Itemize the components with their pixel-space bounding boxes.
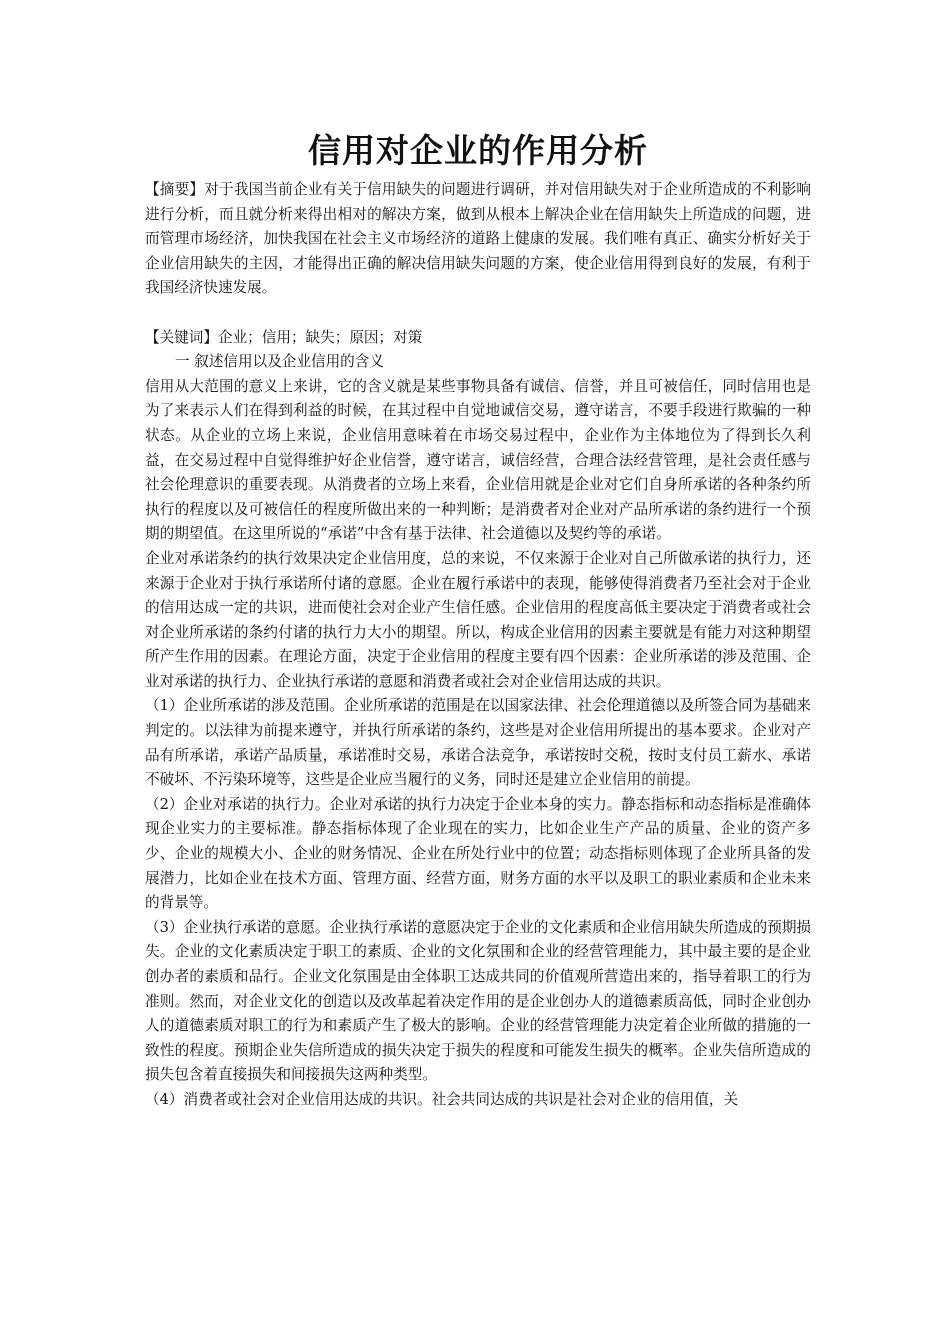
body-paragraph-4: （2）企业对承诺的执行力。企业对承诺的执行力决定于企业本身的实力。静态指标和动态指标是准确体现企业实力的主要标准。静态指标体现了企业现在的实力，比如企业生产产品的质量、企业的资产多少、企业的规模大小、企业的财务情况、企业在所处行业中的位置；动态指标则体现了企业所具备的发展潜力，比如企业在技术方面、管理方面、经营方面，财务方面的水平以及职工的职业素质和企业未来的背景等。 [145, 795, 812, 912]
abstract-text: 对于我国当前企业有关于信用缺失的问题进行调研，并对信用缺失对于企业所造成的不利影响进行分析，而且就分析来得出相对的解决方案，做到从根本上解决企业在信用缺失上所造成的问题，进而管理市场经济，加快我国在社会主义市场经济的道路上健康的发展。我们唯有真正、确实分析好关于企业信用缺失的主因，才能得出正确的解决信用缺失问题的方案，使企业信用得到良好的发展，有利于我国经济快速发展。 [145, 181, 811, 297]
document-page [145, 128, 811, 1113]
body-paragraph-1: 信用从大范围的意义上来讲，它的含义就是某些事物具备有诚信、信誉，并且可被信任，同时信用也是为了来表示人们在得到利益的时候，在其过程中自觉地诚信交易，遵守诺言，不要手段进行欺骗的一种状态。从企业的立场上来说，企业信用意味着在市场交易过程中，企业作为主体地位为了得到长久利益，在交易过程中自觉得维护好企业信誉，遵守诺言，诚信经营，合理合法经营管理，是社会责任感与社会伦理意识的重要表现。从消费者的立场上来看，企业信用就是企业对它们自身所承诺的各种条约所执行的程度以及可被信任的程度所做出来的一种判断；是消费者对企业对产品所承诺的条约进行一个预期的期望值。在这里所说的“承诺”中含有基于法律、社会道德以及契约等的承诺。 [145, 377, 811, 543]
section-heading: 一 叙述信用以及企业信用的含义 [175, 353, 384, 371]
body-paragraph-2: 企业对承诺条约的执行效果决定企业信用度，总的来说，不仅来源于企业对自己所做承诺的执行力，还来源于企业对于执行承诺所付诸的意愿。企业在履行承诺中的表现，能够使得消费者乃至社会对于企业的信用达成一定的共识，进而使社会对企业产生信任感。企业信用的程度高低主要决定于消费者或社会对企业所承诺的条约付诸的执行力大小的期望。所以，构成企业信用的因素主要就是有能力对这种期望所产生作用的因素。在理论方面，决定于企业信用的程度主要有四个因素：企业所承诺的涉及范围、企业对承诺的执行力、企业执行承诺的意愿和消费者或社会对企业信用达成的共识。 [145, 549, 811, 690]
keywords-text: 企业；信用；缺失；原因；对策 [217, 328, 423, 346]
keywords-paragraph [145, 326, 811, 351]
keywords-label: 【关键词】 [145, 328, 218, 346]
blank-line [145, 301, 811, 326]
abstract-label: 【摘要】 [145, 181, 205, 198]
body-paragraph-6: （4）消费者或社会对企业信用达成的共识。社会共同达成的共识是社会对企业的信用值，关 [145, 1090, 739, 1108]
body-paragraph-5: （3）企业执行承诺的意愿。企业执行承诺的意愿决定于企业的文化素质和企业信用缺失所造成的预期损失。企业的文化素质决定于职工的素质、企业的文化氛围和企业的经营管理能力，其中最主要的是企业创办者的素质和品行。企业文化氛围是由全体职工达成共同的价值观所营造出来的，指导着职工的行为准则。然而，对企业文化的创造以及改革起着决定作用的是企业创办人的道德素质高低，同时企业创办人的道德素质对职工的行为和素质产生了极大的影响。企业的经营管理能力决定着企业所做的措施的一致性的程度。预期企业失信所造成的损失决定于损失的程度和可能发生损失的概率。企业失信所造成的损失包含着直接损失和间接损失这两种类型。 [145, 918, 812, 1084]
abstract-paragraph [145, 178, 811, 301]
body-paragraph-3: （1）企业所承诺的涉及范围。企业所承诺的范围是在以国家法律、社会伦理道德以及所签合同为基础来判定的。以法律为前提来遵守，并执行所承诺的条约，这些是对企业信用所提出的基本要求。企业对产品有所承诺，承诺产品质量，承诺准时交易，承诺合法竞争，承诺按时交税，按时支付员工薪水、承诺不破坏、不污染环境等，这些是企业应当履行的义务，同时还是建立企业信用的前提。 [145, 697, 812, 789]
document-title: 信用对企业的作用分析 [308, 131, 648, 170]
